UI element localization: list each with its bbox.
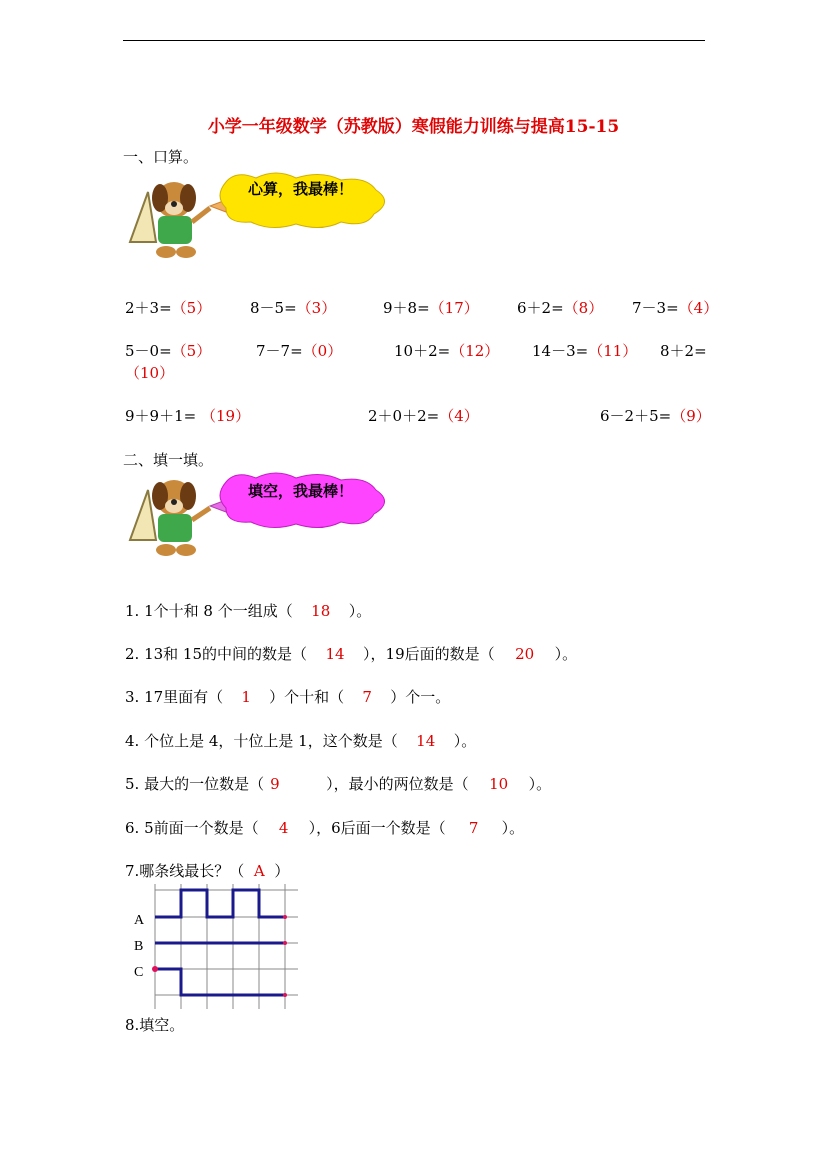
equation: 8－5=（3） [250,299,337,317]
question-4: 4. 个位上是 4，十位上是 1，这个数是（ 14 ）。 [125,732,477,750]
answer: （19） [200,407,251,425]
equation: 6＋2=（8） [517,299,604,317]
answer: （17） [429,299,479,317]
line-a [155,890,285,917]
answer: 9 [270,775,280,793]
equation: 2＋3=（5） [125,299,212,317]
answer: （0） [302,342,343,360]
equation: 2＋0＋2=（4） [368,407,479,425]
dog-icon [130,182,210,258]
section2-heading: 二、填一填。 [123,451,214,469]
dog-illustration-2 [126,470,396,562]
equation: 9＋8=（17） [383,299,479,317]
question-1: 1. 1个十和 8 个一组成（ 18 ）。 [125,602,372,620]
bubble-text-1: 心算，我最棒！ [248,180,354,198]
answer: 20 [515,645,535,663]
dog-illustration-1 [126,172,396,264]
answer: 10 [489,775,509,793]
line-grid-diagram [130,884,306,1012]
answer: 4 [278,819,289,837]
question-8: 8.填空。 [125,1016,185,1034]
answer: 1 [241,688,251,706]
answer: 18 [311,602,331,620]
equation: 14－3=（11） [532,342,638,360]
question-3: 3. 17里面有（ 1 ）个十和（ 7 ）个一。 [125,688,451,706]
answer: 14 [416,732,436,750]
answer: A [253,862,265,880]
page-title: 小学一年级数学（苏教版）寒假能力训练与提高15-15 [207,117,620,137]
answer: 7 [362,688,372,706]
header-rule [123,40,705,41]
answer: 7 [468,819,479,837]
question-7: 7.哪条线最长？（ A ） [125,862,290,880]
answer: （9） [671,407,711,425]
answer: （5） [171,342,212,360]
question-6: 6. 5前面一个数是（ 4 ），6后面一个数是（ 7 ）。 [125,819,525,837]
line-label-a: A [134,913,145,928]
answer: （4） [439,407,479,425]
answer: （10） [125,364,175,382]
equation: 10＋2=（12） [394,342,500,360]
section1-heading: 一、口算。 [123,148,199,166]
question-5: 5. 最大的一位数是（ 9 ），最小的两位数是（ 10 ）。 [125,775,552,793]
answer: 14 [325,645,345,663]
answer: （8） [563,299,604,317]
question-2: 2. 13和 15的中间的数是（ 14 ），19后面的数是（ 20 ）。 [125,645,578,663]
dog-icon [130,480,210,556]
bubble-text-2: 填空，我最棒！ [248,482,354,500]
equation: 9＋9＋1= （19） [125,407,251,425]
equation: 7－7=（0） [256,342,343,360]
equation: 7－3=（4） [632,299,719,317]
answer: （11） [588,342,638,360]
equation: 6－2＋5=（9） [600,407,711,425]
answer: （4） [678,299,719,317]
equation: 5－0=（5） [125,342,212,360]
answer: （3） [296,299,337,317]
answer: （12） [450,342,500,360]
equation: 8＋2= [660,342,707,360]
line-label-c: C [134,965,144,980]
line-c [155,969,285,995]
line-label-b: B [134,939,144,954]
answer: （5） [171,299,212,317]
